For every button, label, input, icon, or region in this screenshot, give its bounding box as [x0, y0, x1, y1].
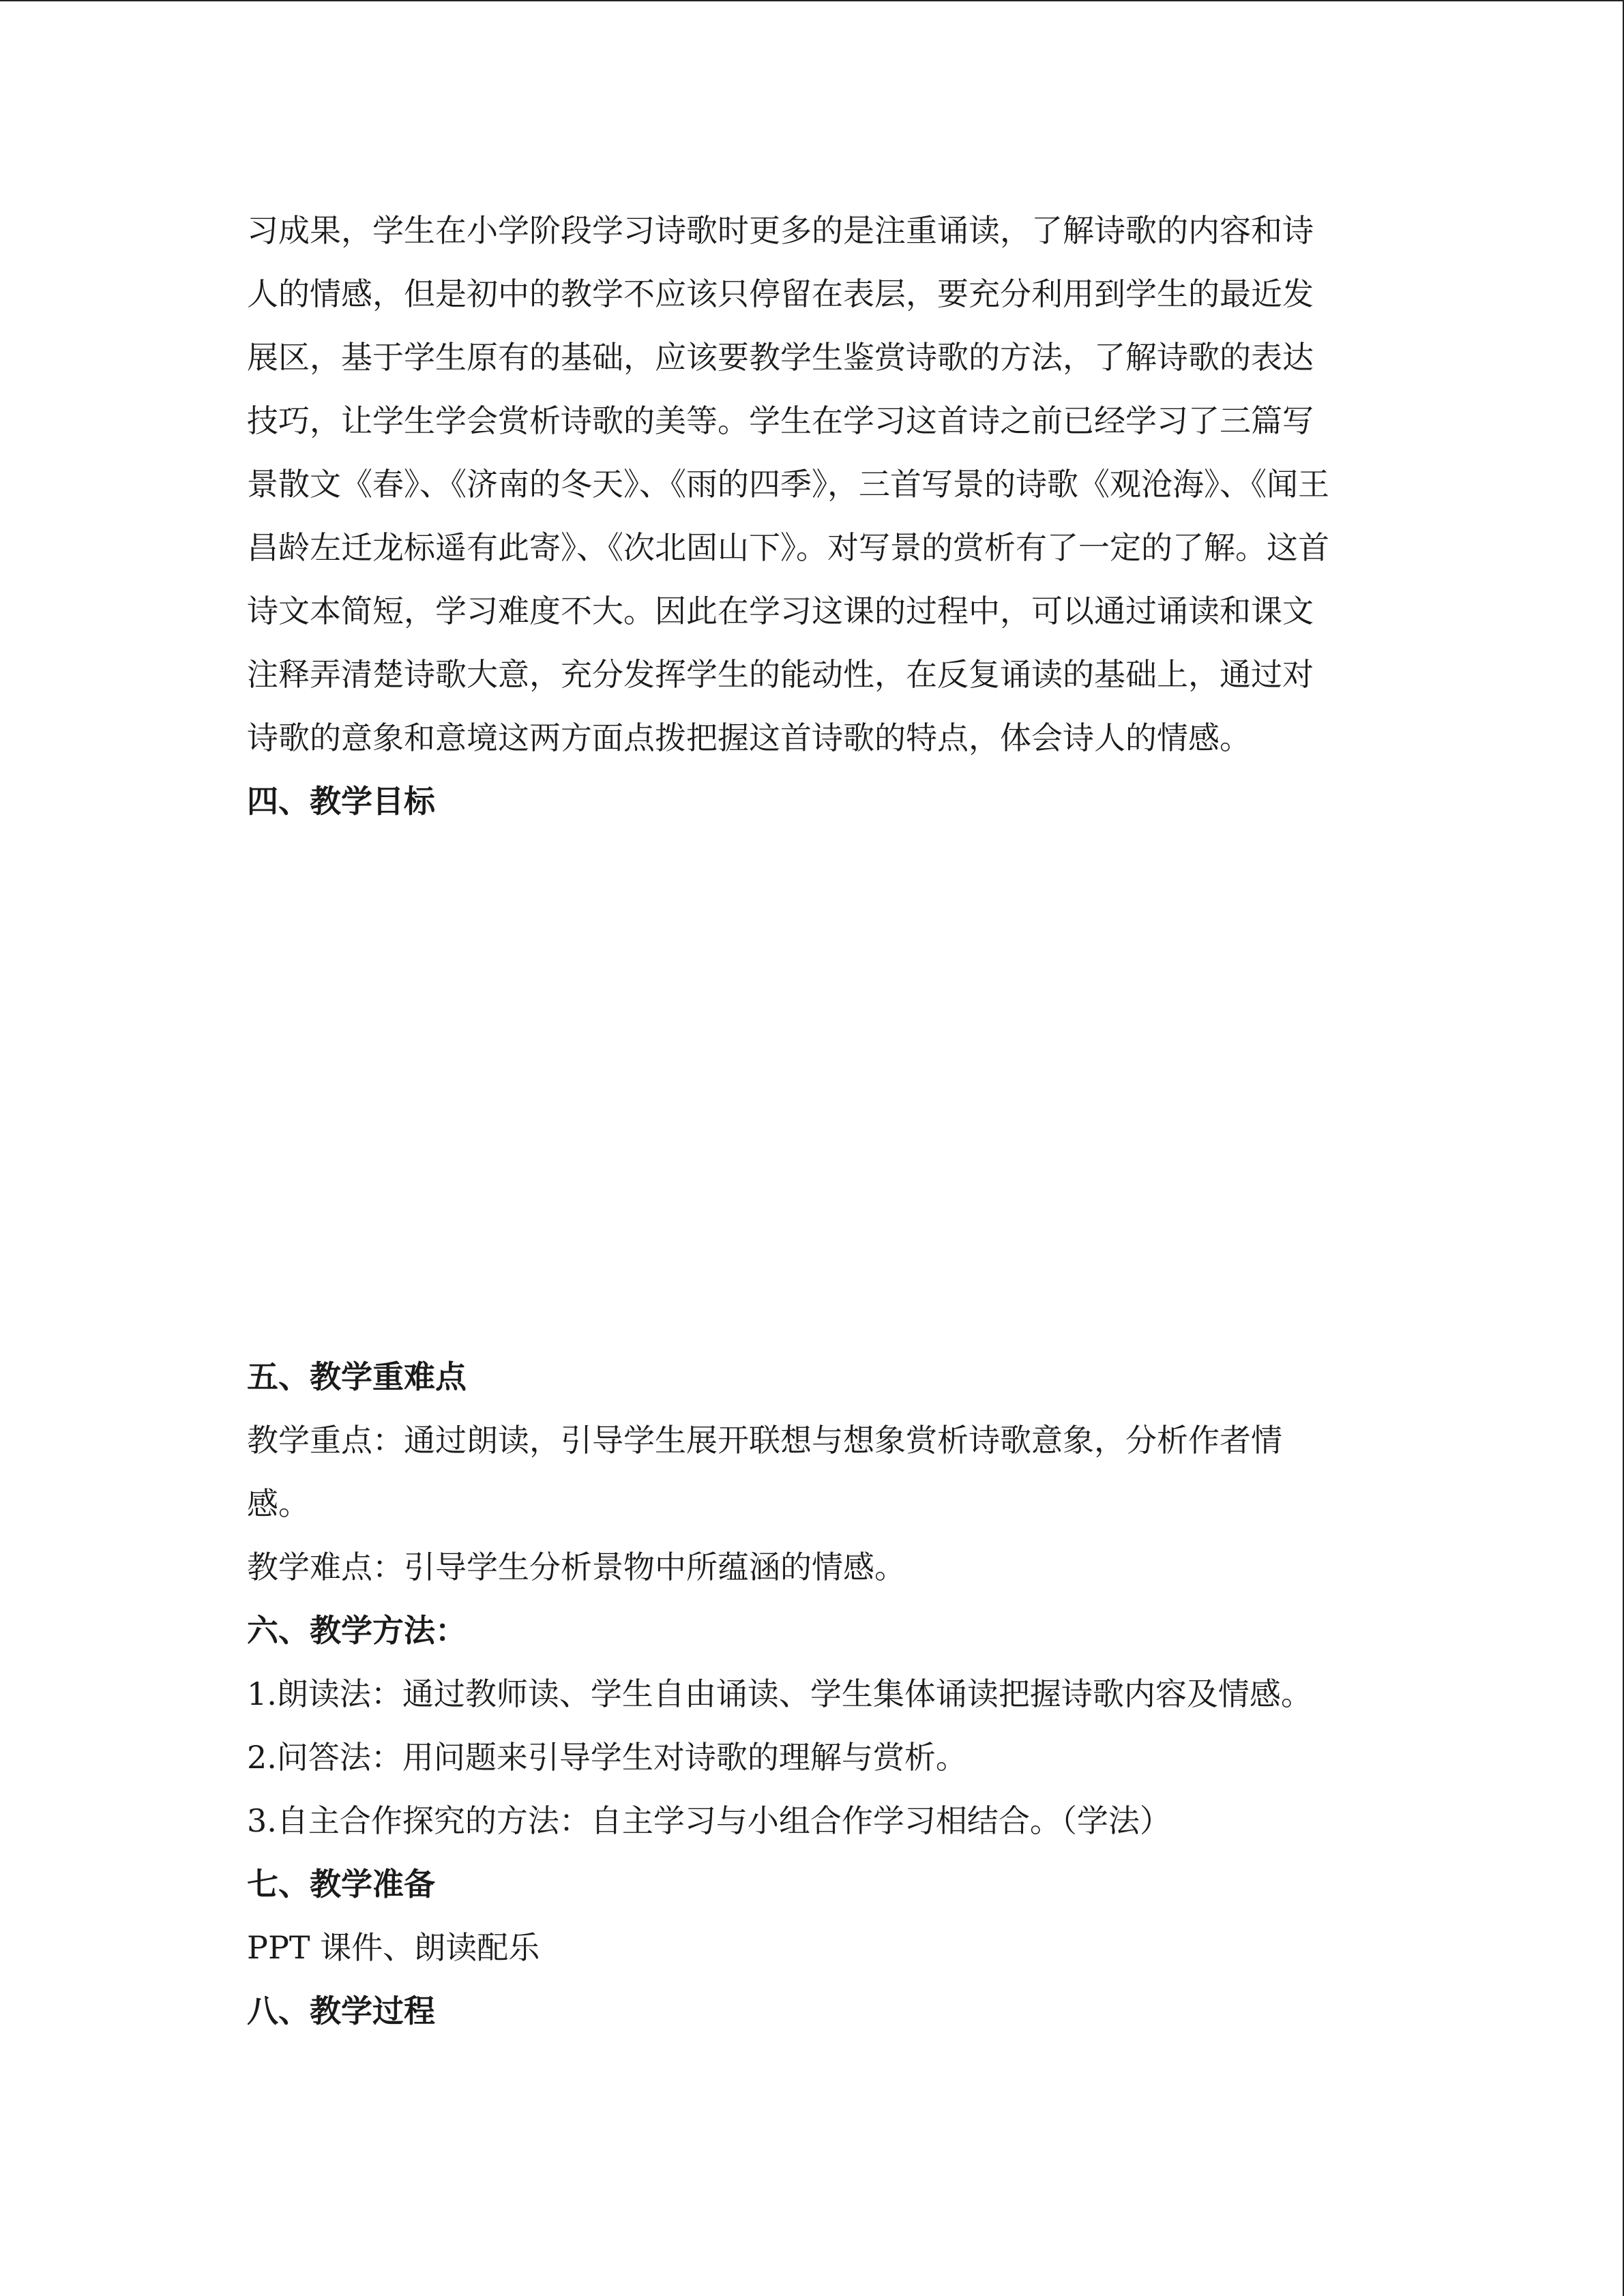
preparation-text: PPT 课件、朗读配乐 [247, 1929, 540, 1966]
paragraph-line: 技巧，让学生学会赏析诗歌的美等。学生在学习这首诗之前已经学习了三篇写 [247, 402, 1314, 439]
section-heading-methods: 六、教学方法： [247, 1612, 467, 1649]
paragraph-line: 注释弄清楚诗歌大意，充分发挥学生的能动性，在反复诵读的基础上，通过对 [247, 656, 1314, 693]
paragraph-line: 人的情感，但是初中的教学不应该只停留在表层，要充分利用到学生的最近发 [247, 275, 1314, 312]
section-heading-process: 八、教学过程 [247, 1993, 435, 2029]
paragraph-line: 诗文本简短，学习难度不大。因此在学习这课的过程中，可以通过诵读和课文 [247, 593, 1314, 629]
key-point-text-continued: 感。 [247, 1485, 310, 1522]
analysis-paragraph [247, 199, 1379, 770]
paragraph-line: 展区，基于学生原有的基础，应该要教学生鉴赏诗歌的方法，了解诗歌的表达 [247, 339, 1314, 376]
paragraph-line: 习成果，学生在小学阶段学习诗歌时更多的是注重诵读，了解诗歌的内容和诗 [247, 212, 1314, 249]
key-point-text: 教学重点：通过朗读，引导学生展开联想与想象赏析诗歌意象，分析作者情 [247, 1422, 1282, 1459]
paragraph-line: 景散文《春》、《济南的冬天》、《雨的四季》，三首写景的诗歌《观沧海》、《闻王 [247, 466, 1329, 503]
section-heading-preparation: 七、教学准备 [247, 1866, 435, 1903]
objectives-blank-area [247, 833, 1379, 1345]
section-heading-key-points: 五、教学重难点 [247, 1358, 467, 1395]
method-item: 2.问答法：用问题来引导学生对诗歌的理解与赏析。 [247, 1739, 967, 1776]
method-item: 3.自主合作探究的方法：自主学习与小组合作学习相结合。（学法） [247, 1802, 1171, 1839]
document-body [247, 199, 1379, 2043]
method-item: 1.朗读法：通过教师读、学生自由诵读、学生集体诵读把握诗歌内容及情感。 [247, 1675, 1312, 1712]
difficulty-text: 教学难点：引导学生分析景物中所蕴涵的情感。 [247, 1549, 906, 1585]
paragraph-line: 诗歌的意象和意境这两方面点拨把握这首诗歌的特点，体会诗人的情感。 [247, 719, 1251, 756]
paragraph-line: 昌龄左迁龙标遥有此寄》、《次北固山下》。对写景的赏析有了一定的了解。这首 [247, 529, 1329, 566]
section-heading-objectives: 四、教学目标 [247, 783, 435, 820]
